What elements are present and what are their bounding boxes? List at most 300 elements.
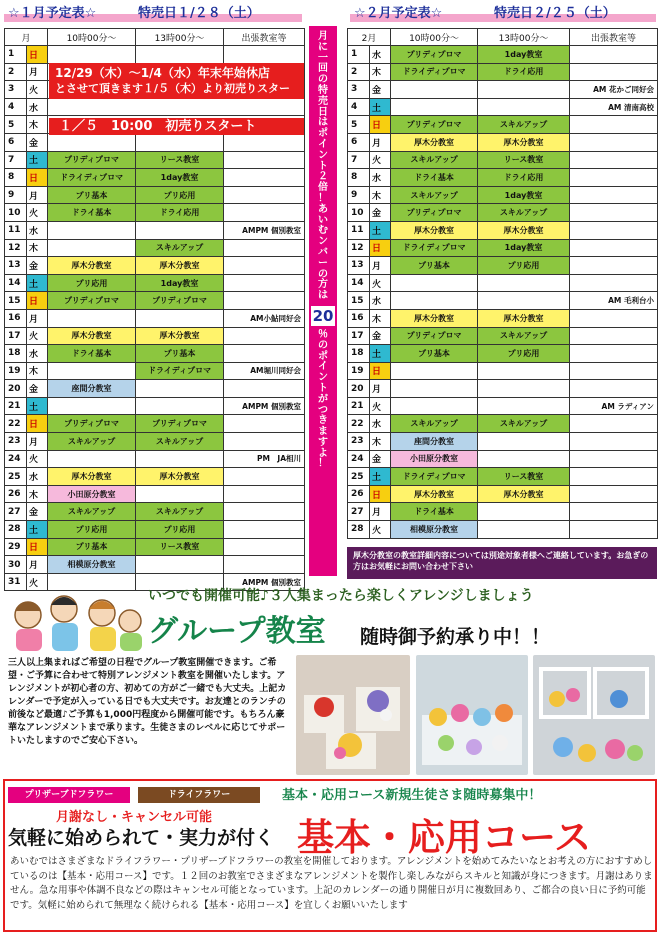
table-row [5, 327, 305, 345]
table-row [5, 380, 305, 398]
remote-class [570, 503, 658, 521]
morning-class: プリ応用 [48, 521, 136, 539]
table-row [348, 169, 658, 187]
day-number: 26 [348, 485, 370, 503]
day-number: 13 [5, 257, 27, 275]
day-number: 16 [5, 309, 27, 327]
afternoon-class: 1day教室 [478, 239, 570, 257]
afternoon-class: プリ応用 [478, 345, 570, 363]
remote-class [224, 345, 305, 363]
remote-class: AMPM 個別教室 [224, 573, 305, 591]
remote-class [570, 380, 658, 398]
morning-class [48, 362, 136, 380]
weekday: 日 [370, 239, 391, 257]
morning-class: 相模原分教室 [48, 556, 136, 574]
morning-class [48, 309, 136, 327]
group-class-title: グループ教室 [148, 614, 326, 649]
closure-line-2: とさせて頂きます１/５（木）より初売りスタート [55, 82, 291, 111]
weekday: 月 [27, 309, 48, 327]
afternoon-class: プリディプロマ [136, 292, 224, 310]
day-number: 28 [5, 521, 27, 539]
remote-class [224, 468, 305, 486]
morning-class: スキルアップ [391, 151, 478, 169]
jan-sale-day: 特売日１/２８（土） [138, 6, 260, 21]
weekday: 金 [27, 257, 48, 275]
weekday: 金 [370, 450, 391, 468]
remote-class [570, 327, 658, 345]
weekday: 日 [370, 485, 391, 503]
table-row [348, 221, 658, 239]
day-number: 14 [348, 274, 370, 292]
weekday: 月 [27, 556, 48, 574]
remote-class: AM堀川同好会 [224, 362, 305, 380]
morning-class: 相模原分教室 [391, 521, 478, 539]
afternoon-class: スキルアップ [478, 204, 570, 222]
weekday: 木 [27, 362, 48, 380]
table-row [5, 345, 305, 363]
weekday: 月 [370, 503, 391, 521]
day-number: 12 [348, 239, 370, 257]
morning-class: ドライ基本 [391, 503, 478, 521]
remote-class [570, 521, 658, 539]
remote-class [224, 538, 305, 556]
table-row [5, 538, 305, 556]
table-row [5, 309, 305, 327]
table-row [348, 468, 658, 486]
remote-class [224, 151, 305, 169]
morning-class [48, 450, 136, 468]
afternoon-class [478, 380, 570, 398]
col-header-morning: 10時00分～ [48, 29, 136, 46]
afternoon-class: スキルアップ [136, 503, 224, 521]
weekday: 土 [370, 98, 391, 116]
remote-class [224, 380, 305, 398]
remote-class [224, 204, 305, 222]
remote-class: AMPM 個別教室 [224, 397, 305, 415]
day-number: 23 [5, 433, 27, 451]
morning-class [391, 362, 478, 380]
afternoon-class [136, 485, 224, 503]
morning-class: ドライディプロマ [391, 468, 478, 486]
table-row [348, 274, 658, 292]
table-row [5, 397, 305, 415]
feb-header-title: ☆２月予定表☆ [354, 6, 443, 21]
weekday: 水 [370, 292, 391, 310]
afternoon-class: スキルアップ [478, 327, 570, 345]
morning-class [48, 397, 136, 415]
day-number: 14 [5, 274, 27, 292]
afternoon-class [136, 133, 224, 151]
afternoon-class [136, 556, 224, 574]
remote-class [570, 433, 658, 451]
day-number: 6 [5, 133, 27, 151]
afternoon-class [136, 450, 224, 468]
weekday: 月 [370, 133, 391, 151]
table-row [348, 309, 658, 327]
day-number: 9 [348, 186, 370, 204]
weekday: 火 [27, 573, 48, 591]
day-number: 31 [5, 573, 27, 591]
afternoon-class [478, 362, 570, 380]
afternoon-class: プリ応用 [478, 257, 570, 275]
morning-class: プリ基本 [48, 186, 136, 204]
table-row [348, 485, 658, 503]
remote-class [570, 450, 658, 468]
weekday: 木 [27, 116, 48, 134]
remote-class [570, 309, 658, 327]
morning-class: ドライディプロマ [391, 239, 478, 257]
morning-class: プリディプロマ [391, 116, 478, 134]
weekday: 水 [27, 345, 48, 363]
day-number: 1 [348, 46, 370, 64]
afternoon-class: 厚木分教室 [478, 485, 570, 503]
day-number: 4 [5, 98, 27, 116]
table-row [348, 503, 658, 521]
remote-class [570, 133, 658, 151]
afternoon-class: ドライディプロマ [136, 362, 224, 380]
day-number: 11 [5, 221, 27, 239]
weekday: 火 [370, 274, 391, 292]
day-number: 8 [348, 169, 370, 187]
afternoon-class [478, 433, 570, 451]
weekday: 水 [27, 468, 48, 486]
day-number: 7 [5, 151, 27, 169]
morning-class: プリ基本 [391, 257, 478, 275]
course-recruit-headline: 基本・応用コース新規生徒さま随時募集中！ [282, 788, 542, 803]
february-schedule-table [347, 28, 658, 539]
morning-class [391, 98, 478, 116]
day-number: 23 [348, 433, 370, 451]
table-row [5, 292, 305, 310]
weekday: 金 [370, 81, 391, 99]
day-number: 8 [5, 169, 27, 187]
day-number: 26 [5, 485, 27, 503]
afternoon-class [478, 81, 570, 99]
table-row [5, 274, 305, 292]
weekday: 土 [370, 345, 391, 363]
remote-class: AM ラディアン [570, 397, 658, 415]
table-row [348, 98, 658, 116]
weekday: 水 [27, 98, 48, 116]
col-header-afternoon: 13時00分～ [478, 29, 570, 46]
col-header-remote: 出張教室等 [224, 29, 305, 46]
morning-class [391, 292, 478, 310]
table-row [5, 468, 305, 486]
morning-class: 厚木分教室 [391, 309, 478, 327]
morning-class [48, 239, 136, 257]
flower-arrangement-photo-3 [533, 655, 655, 775]
day-number: 2 [348, 63, 370, 81]
remote-class [224, 239, 305, 257]
day-number: 4 [348, 98, 370, 116]
group-class-description: 三人以上集まればご希望の日程でグループ教室開催できます。ご希望・ご予算に合わせて特別アレンジメント教室を開催いたします。アレンジメントが初心者の方、初めての方がご一緒でも大丈夫。上記カレンダーで予定が入っている日でも大丈夫です。お友達とのランチの前後など最適♪ご予算も1,000円程度から開催可能です。もちろん豪華なアレンジメントまで承ります。生徒さまのレベルに応じてサポートいたしますのでご安心下さい。 [8, 658, 287, 747]
remote-class [570, 485, 658, 503]
day-number: 3 [348, 81, 370, 99]
morning-class: 厚木分教室 [391, 485, 478, 503]
day-number: 21 [5, 397, 27, 415]
table-row [5, 503, 305, 521]
table-row [348, 46, 658, 64]
remote-class [224, 133, 305, 151]
table-row [348, 204, 658, 222]
table-row [348, 380, 658, 398]
weekday: 木 [370, 309, 391, 327]
remote-class: AM小鮎同好会 [224, 309, 305, 327]
afternoon-class: 1day教室 [136, 169, 224, 187]
morning-class [391, 397, 478, 415]
table-row [5, 204, 305, 222]
weekday: 木 [27, 485, 48, 503]
day-number: 11 [348, 221, 370, 239]
day-number: 15 [348, 292, 370, 310]
table-row [348, 81, 658, 99]
morning-class: スキルアップ [391, 186, 478, 204]
day-number: 9 [5, 186, 27, 204]
morning-class: プリディプロマ [391, 327, 478, 345]
remote-class: AM 花かご同好会 [570, 81, 658, 99]
table-row [5, 239, 305, 257]
afternoon-class: 1day教室 [478, 46, 570, 64]
day-number: 18 [5, 345, 27, 363]
tag-dried-flower: ドライフラワー [138, 787, 260, 803]
col-header-afternoon: 13時00分～ [136, 29, 224, 46]
weekday: 月 [27, 63, 48, 81]
table-row [348, 116, 658, 134]
day-number: 22 [348, 415, 370, 433]
afternoon-class: 厚木分教室 [478, 309, 570, 327]
remote-class [224, 503, 305, 521]
morning-class: 厚木分教室 [391, 221, 478, 239]
morning-class: スキルアップ [48, 503, 136, 521]
day-number: 7 [348, 151, 370, 169]
table-row [348, 345, 658, 363]
day-number: 24 [348, 450, 370, 468]
table-row [348, 186, 658, 204]
weekday: 日 [27, 538, 48, 556]
day-number: 15 [5, 292, 27, 310]
afternoon-class: 厚木分教室 [136, 468, 224, 486]
remote-class [224, 327, 305, 345]
weekday: 日 [370, 362, 391, 380]
table-row [5, 362, 305, 380]
course-title: 基本・応用コース [297, 816, 592, 859]
remote-class [570, 186, 658, 204]
afternoon-class: プリ基本 [136, 345, 224, 363]
weekday: 火 [370, 151, 391, 169]
table-row [5, 450, 305, 468]
weekday: 火 [27, 327, 48, 345]
weekday: 日 [370, 116, 391, 134]
remote-class [570, 274, 658, 292]
day-number: 17 [5, 327, 27, 345]
day-number: 27 [5, 503, 27, 521]
remote-class [224, 46, 305, 64]
table-row [5, 433, 305, 451]
afternoon-class [136, 309, 224, 327]
afternoon-class: プリディプロマ [136, 415, 224, 433]
afternoon-class [478, 450, 570, 468]
weekday: 土 [27, 397, 48, 415]
table-row [348, 327, 658, 345]
remote-class [570, 415, 658, 433]
group-class-tagline: いつでも開催可能♪３人集まったら楽しくアレンジしましょう [148, 588, 534, 604]
afternoon-class: 厚木分教室 [136, 257, 224, 275]
afternoon-class [478, 503, 570, 521]
remote-class [224, 521, 305, 539]
morning-class: プリディプロマ [48, 292, 136, 310]
remote-class [224, 433, 305, 451]
afternoon-class: 厚木分教室 [136, 327, 224, 345]
afternoon-class [478, 274, 570, 292]
closure-line-1: 12/29（木）～1/4（水）年末年始休店 [55, 66, 270, 80]
day-number: 21 [348, 397, 370, 415]
remote-class [224, 257, 305, 275]
weekday: 水 [370, 415, 391, 433]
weekday: 火 [27, 450, 48, 468]
tag-preserved-flower: プリザーブドフラワー [8, 787, 130, 803]
weekday: 日 [27, 415, 48, 433]
course-easy-start: 気軽に始められて・実力が付く [8, 827, 275, 849]
morning-class: スキルアップ [48, 433, 136, 451]
col-header-morning: 10時00分～ [391, 29, 478, 46]
course-description: あいむではさまざまなドライフラワー・プリザーブドフラワーの教室を開催しております。アレンジメントを始めてみたいなとお考えの方におすすめしているのは【基本・応用コース】です。１２回のお教室でさまざまなアレンジメントを製作し楽しみながらスキルと知識が身につきます。月謝はありません。急な用事や体調不良などの際はキャンセル可能となっています。上記のカレンダーの通り開催日が月に複数回あり、ご都合の良い日に予約可能です。気軽に始められて無理なく続けられる【基本・応用コース】を宜しくお願いいたします [10, 856, 653, 912]
table-row [348, 521, 658, 539]
table-row [348, 151, 658, 169]
weekday: 月 [370, 380, 391, 398]
afternoon-class [478, 292, 570, 310]
weekday: 金 [370, 327, 391, 345]
table-row [348, 433, 658, 451]
day-number: 22 [5, 415, 27, 433]
day-number: 29 [5, 538, 27, 556]
day-number: 27 [348, 503, 370, 521]
flower-arrangement-photo-2 [416, 655, 528, 775]
weekday: 月 [27, 433, 48, 451]
afternoon-class: リース教室 [478, 151, 570, 169]
afternoon-class: スキルアップ [136, 433, 224, 451]
remote-class [570, 239, 658, 257]
morning-class: プリ基本 [391, 345, 478, 363]
weekday: 土 [27, 151, 48, 169]
points-promo-strip [309, 26, 337, 576]
remote-class [224, 556, 305, 574]
table-row [348, 292, 658, 310]
morning-class: 厚木分教室 [48, 257, 136, 275]
weekday: 火 [370, 521, 391, 539]
points-promo-text-bottom: ％ の ポ イ ン ト が つ き ま す よ ！ [318, 328, 328, 470]
morning-class: 小田原分教室 [48, 485, 136, 503]
afternoon-class [136, 46, 224, 64]
morning-class: スキルアップ [391, 415, 478, 433]
remote-class [224, 186, 305, 204]
morning-class [48, 46, 136, 64]
morning-class: 小田原分教室 [391, 450, 478, 468]
morning-class: 座間分教室 [48, 380, 136, 398]
table-row [5, 221, 305, 239]
afternoon-class [136, 397, 224, 415]
weekday: 月 [27, 186, 48, 204]
afternoon-class: リース教室 [478, 468, 570, 486]
remote-class [224, 415, 305, 433]
weekday: 水 [27, 221, 48, 239]
morning-class: 厚木分教室 [48, 468, 136, 486]
feb-sale-day: 特売日２/２５（土） [494, 6, 616, 21]
remote-class [570, 204, 658, 222]
weekday: 金 [27, 380, 48, 398]
afternoon-class: 1day教室 [478, 186, 570, 204]
table-header-row [5, 29, 305, 46]
morning-class: プリ応用 [48, 274, 136, 292]
afternoon-class [478, 397, 570, 415]
afternoon-class: スキルアップ [478, 415, 570, 433]
afternoon-class [136, 380, 224, 398]
table-row [348, 63, 658, 81]
weekday: 水 [370, 46, 391, 64]
table-row [348, 239, 658, 257]
table-row [348, 133, 658, 151]
table-row [348, 257, 658, 275]
remote-class: AM 毛利台小 [570, 292, 658, 310]
afternoon-class: 厚木分教室 [478, 221, 570, 239]
afternoon-class: リース教室 [136, 151, 224, 169]
morning-class: 厚木分教室 [391, 133, 478, 151]
col-header-remote: 出張教室等 [570, 29, 658, 46]
first-sale-notice: １／５ 10:00 初売りスタート [49, 118, 304, 135]
day-number: 1 [5, 46, 27, 64]
morning-class [391, 81, 478, 99]
morning-class [48, 221, 136, 239]
remote-class [570, 362, 658, 380]
day-number: 24 [5, 450, 27, 468]
day-number: 10 [5, 204, 27, 222]
remote-class [570, 151, 658, 169]
weekday: 金 [27, 133, 48, 151]
weekday: 木 [370, 186, 391, 204]
weekday: 月 [370, 257, 391, 275]
remote-class: PM JA相川 [224, 450, 305, 468]
table-row [5, 556, 305, 574]
afternoon-class [478, 98, 570, 116]
afternoon-class: プリ応用 [136, 521, 224, 539]
table-row [5, 485, 305, 503]
afternoon-class: ドライ応用 [478, 63, 570, 81]
day-number: 17 [348, 327, 370, 345]
day-number: 19 [5, 362, 27, 380]
table-row [5, 169, 305, 187]
afternoon-class: ドライ応用 [136, 204, 224, 222]
points-promo-number: 20 [312, 306, 334, 325]
morning-class [48, 133, 136, 151]
weekday: 木 [370, 433, 391, 451]
weekday: 火 [370, 397, 391, 415]
remote-class [570, 116, 658, 134]
new-year-closure-notice [49, 63, 304, 111]
weekday: 土 [370, 221, 391, 239]
day-number: 6 [348, 133, 370, 151]
weekday: 土 [370, 468, 391, 486]
table-header-row [348, 29, 658, 46]
remote-class [570, 468, 658, 486]
day-number: 25 [348, 468, 370, 486]
remote-class [224, 292, 305, 310]
weekday: 日 [27, 46, 48, 64]
day-number: 16 [348, 309, 370, 327]
table-row [5, 151, 305, 169]
day-number: 12 [5, 239, 27, 257]
course-no-fee-cancel: 月謝なし・キャンセル可能 [56, 810, 213, 825]
morning-class: 座間分教室 [391, 433, 478, 451]
day-number: 30 [5, 556, 27, 574]
